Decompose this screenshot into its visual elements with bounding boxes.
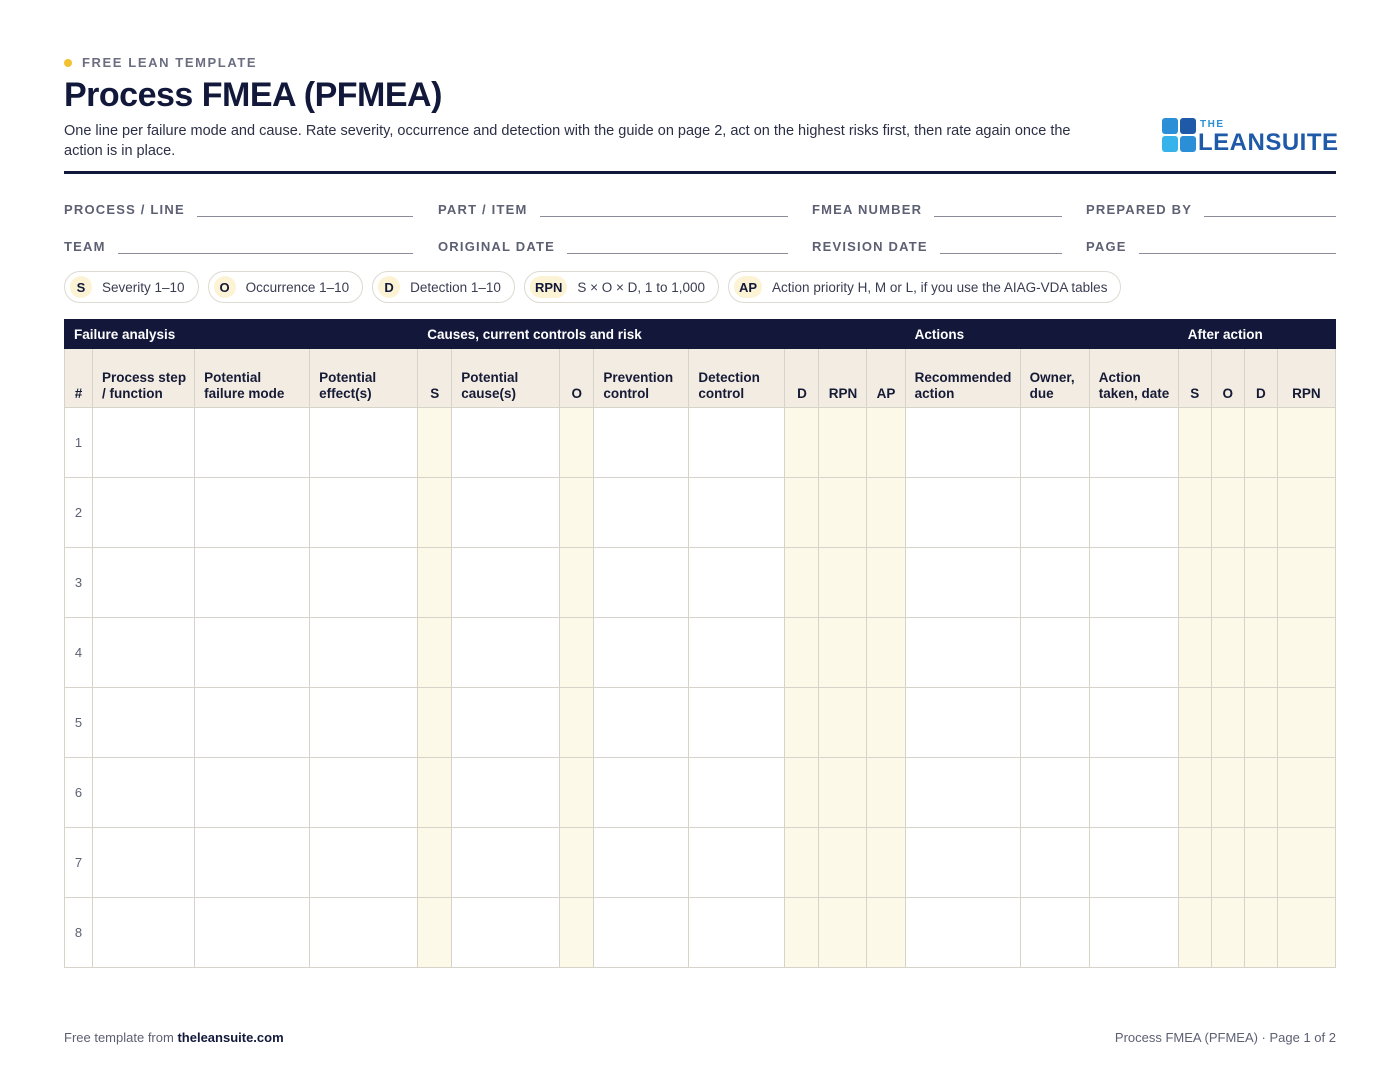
cell-after-detection[interactable] — [1244, 408, 1277, 478]
cell-detection-control[interactable] — [689, 758, 785, 828]
cell-failure-mode[interactable] — [195, 898, 310, 968]
prepared-by-field[interactable] — [1086, 202, 1336, 217]
cell-after-severity[interactable] — [1178, 408, 1211, 478]
page — [64, 0, 1339, 1082]
cell-detection-control[interactable] — [689, 478, 785, 548]
table-row — [65, 478, 1336, 548]
table-row — [65, 898, 1336, 968]
col-effects: Potential effect(s) — [310, 349, 418, 408]
cell-rpn[interactable] — [819, 898, 867, 968]
cell-after-detection[interactable] — [1244, 758, 1277, 828]
cell-prevention[interactable] — [594, 408, 689, 478]
cell-after-detection[interactable] — [1244, 688, 1277, 758]
cell-occurrence[interactable] — [560, 898, 594, 968]
cell-rpn[interactable] — [819, 618, 867, 688]
cell-occurrence[interactable] — [560, 828, 594, 898]
cell-occurrence[interactable] — [560, 548, 594, 618]
cell-recommended-action[interactable] — [905, 898, 1020, 968]
cell-failure-mode[interactable] — [195, 758, 310, 828]
cell-recommended-action[interactable] — [905, 408, 1020, 478]
fmea-number-field[interactable] — [812, 202, 1062, 217]
fmea-number-label: FMEA NUMBER — [812, 202, 923, 217]
cell-effects[interactable] — [310, 828, 418, 898]
cell-after-detection[interactable] — [1244, 548, 1277, 618]
cell-detection-control[interactable] — [689, 688, 785, 758]
cell-severity[interactable] — [418, 828, 452, 898]
part-item-field[interactable] — [438, 202, 788, 217]
cell-detection-control[interactable] — [689, 828, 785, 898]
col-after-rpn: RPN — [1277, 349, 1335, 408]
col-failure-mode: Potential failure mode — [195, 349, 310, 408]
cell-severity[interactable] — [418, 408, 452, 478]
process-line-input[interactable] — [197, 203, 413, 217]
cell-after-rpn[interactable] — [1277, 408, 1335, 478]
team-input[interactable] — [118, 240, 413, 254]
cell-detection[interactable] — [785, 618, 819, 688]
legend-chip-occurrence — [208, 271, 364, 303]
legend-desc: S × O × D, 1 to 1,000 — [577, 279, 705, 295]
original-date-input[interactable] — [567, 240, 788, 254]
legend-chip-severity — [64, 271, 199, 303]
cell-owner-due[interactable] — [1020, 828, 1089, 898]
col-severity: S — [418, 349, 452, 408]
cell-after-severity[interactable] — [1178, 828, 1211, 898]
table-row — [65, 688, 1336, 758]
cell-after-occurrence[interactable] — [1211, 688, 1244, 758]
cell-after-detection[interactable] — [1244, 898, 1277, 968]
legend-chip-rpn — [524, 271, 719, 303]
row-number: 4 — [65, 618, 93, 688]
cell-severity[interactable] — [418, 688, 452, 758]
row-number: 5 — [65, 688, 93, 758]
row-number: 7 — [65, 828, 93, 898]
cell-after-severity[interactable] — [1178, 758, 1211, 828]
cell-prevention[interactable] — [594, 618, 689, 688]
cell-action-taken[interactable] — [1089, 408, 1178, 478]
col-owner-due: Owner, due — [1020, 349, 1089, 408]
cell-action-taken[interactable] — [1089, 548, 1178, 618]
col-rpn: RPN — [819, 349, 867, 408]
cell-after-rpn[interactable] — [1277, 618, 1335, 688]
table-row — [65, 618, 1336, 688]
cell-ap[interactable] — [867, 898, 905, 968]
cell-effects[interactable] — [310, 758, 418, 828]
cell-action-taken[interactable] — [1089, 688, 1178, 758]
cell-after-occurrence[interactable] — [1211, 758, 1244, 828]
cell-severity[interactable] — [418, 618, 452, 688]
col-causes: Potential cause(s) — [452, 349, 560, 408]
col-after-occurrence: O — [1211, 349, 1244, 408]
cell-causes[interactable] — [452, 828, 560, 898]
cell-detection-control[interactable] — [689, 408, 785, 478]
cell-prevention[interactable] — [594, 478, 689, 548]
cell-recommended-action[interactable] — [905, 548, 1020, 618]
cell-detection[interactable] — [785, 478, 819, 548]
cell-after-rpn[interactable] — [1277, 758, 1335, 828]
cell-detection[interactable] — [785, 758, 819, 828]
logo-name: LEANSUITE — [1198, 129, 1339, 156]
cell-ap[interactable] — [867, 408, 905, 478]
table-row — [65, 758, 1336, 828]
legend-desc: Action priority H, M or L, if you use the AIAG-VDA tables — [772, 279, 1108, 295]
eyebrow — [64, 55, 257, 70]
cell-after-rpn[interactable] — [1277, 688, 1335, 758]
revision-date-field[interactable] — [812, 239, 1062, 254]
cell-severity[interactable] — [418, 898, 452, 968]
cell-ap[interactable] — [867, 478, 905, 548]
cell-recommended-action[interactable] — [905, 688, 1020, 758]
cell-effects[interactable] — [310, 618, 418, 688]
legend-key: AP — [734, 276, 762, 298]
cell-failure-mode[interactable] — [195, 618, 310, 688]
cell-action-taken[interactable] — [1089, 828, 1178, 898]
cell-rpn[interactable] — [819, 758, 867, 828]
prepared-by-input[interactable] — [1204, 203, 1336, 217]
cell-recommended-action[interactable] — [905, 478, 1020, 548]
cell-severity[interactable] — [418, 478, 452, 548]
group-after-action: After action — [1178, 320, 1335, 349]
cell-detection-control[interactable] — [689, 548, 785, 618]
cell-severity[interactable] — [418, 548, 452, 618]
cell-after-severity[interactable] — [1178, 478, 1211, 548]
row-number: 3 — [65, 548, 93, 618]
col-after-severity: S — [1178, 349, 1211, 408]
cell-ap[interactable] — [867, 548, 905, 618]
cell-detection-control[interactable] — [689, 618, 785, 688]
cell-rpn[interactable] — [819, 408, 867, 478]
header-divider — [64, 171, 1336, 174]
row-number: 8 — [65, 898, 93, 968]
cell-process-step[interactable] — [93, 758, 195, 828]
cell-effects[interactable] — [310, 898, 418, 968]
logo-mark-icon — [1162, 136, 1178, 152]
cell-after-severity[interactable] — [1178, 548, 1211, 618]
legend-key: D — [378, 276, 400, 298]
cell-after-occurrence[interactable] — [1211, 618, 1244, 688]
cell-owner-due[interactable] — [1020, 898, 1089, 968]
cell-recommended-action[interactable] — [905, 618, 1020, 688]
rating-legend — [64, 271, 1130, 303]
cell-process-step[interactable] — [93, 898, 195, 968]
cell-after-rpn[interactable] — [1277, 478, 1335, 548]
cell-action-taken[interactable] — [1089, 478, 1178, 548]
fmea-table — [64, 319, 1336, 968]
revision-date-input[interactable] — [940, 240, 1062, 254]
col-after-detection: D — [1244, 349, 1277, 408]
team-label: TEAM — [64, 239, 106, 254]
logo-mark-icon — [1180, 118, 1196, 134]
cell-causes[interactable] — [452, 898, 560, 968]
cell-causes[interactable] — [452, 758, 560, 828]
part-item-input[interactable] — [540, 203, 788, 217]
footer-source — [64, 1030, 284, 1045]
cell-after-rpn[interactable] — [1277, 828, 1335, 898]
cell-failure-mode[interactable] — [195, 828, 310, 898]
fmea-number-input[interactable] — [934, 203, 1062, 217]
cell-rpn[interactable] — [819, 828, 867, 898]
cell-causes[interactable] — [452, 478, 560, 548]
cell-owner-due[interactable] — [1020, 408, 1089, 478]
row-number: 1 — [65, 408, 93, 478]
cell-occurrence[interactable] — [560, 478, 594, 548]
cell-owner-due[interactable] — [1020, 758, 1089, 828]
footer-page-info: Process FMEA (PFMEA) · Page 1 of 2 — [1114, 1030, 1336, 1045]
cell-causes[interactable] — [452, 618, 560, 688]
cell-detection[interactable] — [785, 898, 819, 968]
intro-text: One line per failure mode and cause. Rate severity, occurrence and detection with the guide on page 2, act on the highest risks first, then rate again once the action is in place. — [64, 123, 1071, 159]
leansuite-logo — [1162, 118, 1339, 156]
cell-owner-due[interactable] — [1020, 548, 1089, 618]
cell-detection[interactable] — [785, 408, 819, 478]
col-ap: AP — [867, 349, 905, 408]
legend-chip-ap — [728, 271, 1121, 303]
cell-detection[interactable] — [785, 688, 819, 758]
page-input[interactable] — [1139, 240, 1336, 254]
cell-action-taken[interactable] — [1089, 758, 1178, 828]
legend-key: RPN — [530, 276, 567, 298]
cell-failure-mode[interactable] — [195, 688, 310, 758]
cell-after-occurrence[interactable] — [1211, 548, 1244, 618]
page-field[interactable] — [1086, 239, 1336, 254]
cell-action-taken[interactable] — [1089, 618, 1178, 688]
cell-detection-control[interactable] — [689, 898, 785, 968]
original-date-label: ORIGINAL DATE — [438, 239, 555, 254]
process-line-field[interactable] — [64, 202, 413, 217]
legend-key: O — [214, 276, 236, 298]
group-header-row — [65, 320, 1336, 349]
cell-after-occurrence[interactable] — [1211, 828, 1244, 898]
cell-process-step[interactable] — [93, 618, 195, 688]
cell-rpn[interactable] — [819, 548, 867, 618]
cell-failure-mode[interactable] — [195, 478, 310, 548]
col-action-taken: Action taken, date — [1089, 349, 1178, 408]
cell-prevention[interactable] — [594, 758, 689, 828]
process-line-label: PROCESS / LINE — [64, 202, 185, 217]
cell-detection[interactable] — [785, 548, 819, 618]
cell-after-occurrence[interactable] — [1211, 408, 1244, 478]
cell-process-step[interactable] — [93, 478, 195, 548]
cell-after-rpn[interactable] — [1277, 548, 1335, 618]
cell-effects[interactable] — [310, 548, 418, 618]
cell-owner-due[interactable] — [1020, 478, 1089, 548]
legend-desc: Detection 1–10 — [410, 279, 501, 295]
col-prevention: Prevention control — [594, 349, 689, 408]
cell-owner-due[interactable] — [1020, 688, 1089, 758]
table-row — [65, 828, 1336, 898]
cell-severity[interactable] — [418, 758, 452, 828]
cell-prevention[interactable] — [594, 688, 689, 758]
table-row — [65, 408, 1336, 478]
cell-causes[interactable] — [452, 688, 560, 758]
col-num: # — [65, 349, 93, 408]
col-detection-control: Detection control — [689, 349, 785, 408]
cell-occurrence[interactable] — [560, 618, 594, 688]
cell-effects[interactable] — [310, 688, 418, 758]
cell-recommended-action[interactable] — [905, 828, 1020, 898]
prepared-by-label: PREPARED BY — [1086, 202, 1193, 217]
group-failure-analysis: Failure analysis — [65, 320, 418, 349]
table-row — [65, 548, 1336, 618]
cell-ap[interactable] — [867, 828, 905, 898]
logo-mark-icon — [1180, 136, 1196, 152]
cell-after-severity[interactable] — [1178, 898, 1211, 968]
col-recommended-action: Recommended action — [905, 349, 1020, 408]
legend-desc: Severity 1–10 — [102, 279, 185, 295]
logo-the: THE — [1200, 119, 1225, 130]
cell-process-step[interactable] — [93, 408, 195, 478]
cell-recommended-action[interactable] — [905, 758, 1020, 828]
original-date-field[interactable] — [438, 239, 788, 254]
cell-owner-due[interactable] — [1020, 618, 1089, 688]
cell-prevention[interactable] — [594, 898, 689, 968]
cell-after-occurrence[interactable] — [1211, 478, 1244, 548]
cell-prevention[interactable] — [594, 548, 689, 618]
cell-failure-mode[interactable] — [195, 548, 310, 618]
cell-causes[interactable] — [452, 548, 560, 618]
column-header-row — [65, 349, 1336, 408]
cell-causes[interactable] — [452, 408, 560, 478]
fmea-body — [65, 408, 1336, 968]
cell-effects[interactable] — [310, 478, 418, 548]
group-actions: Actions — [905, 320, 1178, 349]
group-causes: Causes, current controls and risk — [418, 320, 905, 349]
cell-occurrence[interactable] — [560, 408, 594, 478]
accent-dot-icon — [64, 59, 72, 67]
cell-detection[interactable] — [785, 828, 819, 898]
team-field[interactable] — [64, 239, 413, 254]
col-process-step: Process step / function — [93, 349, 195, 408]
cell-occurrence[interactable] — [560, 688, 594, 758]
cell-after-detection[interactable] — [1244, 828, 1277, 898]
cell-process-step[interactable] — [93, 828, 195, 898]
cell-after-occurrence[interactable] — [1211, 898, 1244, 968]
legend-key: S — [70, 276, 92, 298]
row-number: 2 — [65, 478, 93, 548]
cell-after-severity[interactable] — [1178, 688, 1211, 758]
legend-chip-detection — [372, 271, 515, 303]
col-detection: D — [785, 349, 819, 408]
col-occurrence: O — [560, 349, 594, 408]
footer-prefix: Free template from — [64, 1030, 174, 1045]
footer-link[interactable]: theleansuite.com — [177, 1030, 284, 1045]
cell-after-severity[interactable] — [1178, 618, 1211, 688]
cell-ap[interactable] — [867, 758, 905, 828]
cell-process-step[interactable] — [93, 688, 195, 758]
part-item-label: PART / ITEM — [438, 202, 528, 217]
cell-failure-mode[interactable] — [195, 408, 310, 478]
cell-rpn[interactable] — [819, 478, 867, 548]
cell-ap[interactable] — [867, 618, 905, 688]
page-label: PAGE — [1086, 239, 1127, 254]
cell-after-rpn[interactable] — [1277, 898, 1335, 968]
legend-desc: Occurrence 1–10 — [245, 279, 350, 295]
row-number: 6 — [65, 758, 93, 828]
cell-ap[interactable] — [867, 688, 905, 758]
cell-rpn[interactable] — [819, 688, 867, 758]
cell-effects[interactable] — [310, 408, 418, 478]
logo-mark-icon — [1162, 118, 1178, 134]
cell-occurrence[interactable] — [560, 758, 594, 828]
cell-process-step[interactable] — [93, 548, 195, 618]
page-title: Process FMEA (PFMEA) — [64, 76, 442, 114]
cell-after-detection[interactable] — [1244, 478, 1277, 548]
eyebrow-label: FREE LEAN TEMPLATE — [82, 55, 258, 70]
cell-after-detection[interactable] — [1244, 618, 1277, 688]
cell-prevention[interactable] — [594, 828, 689, 898]
cell-action-taken[interactable] — [1089, 898, 1178, 968]
revision-date-label: REVISION DATE — [812, 239, 928, 254]
